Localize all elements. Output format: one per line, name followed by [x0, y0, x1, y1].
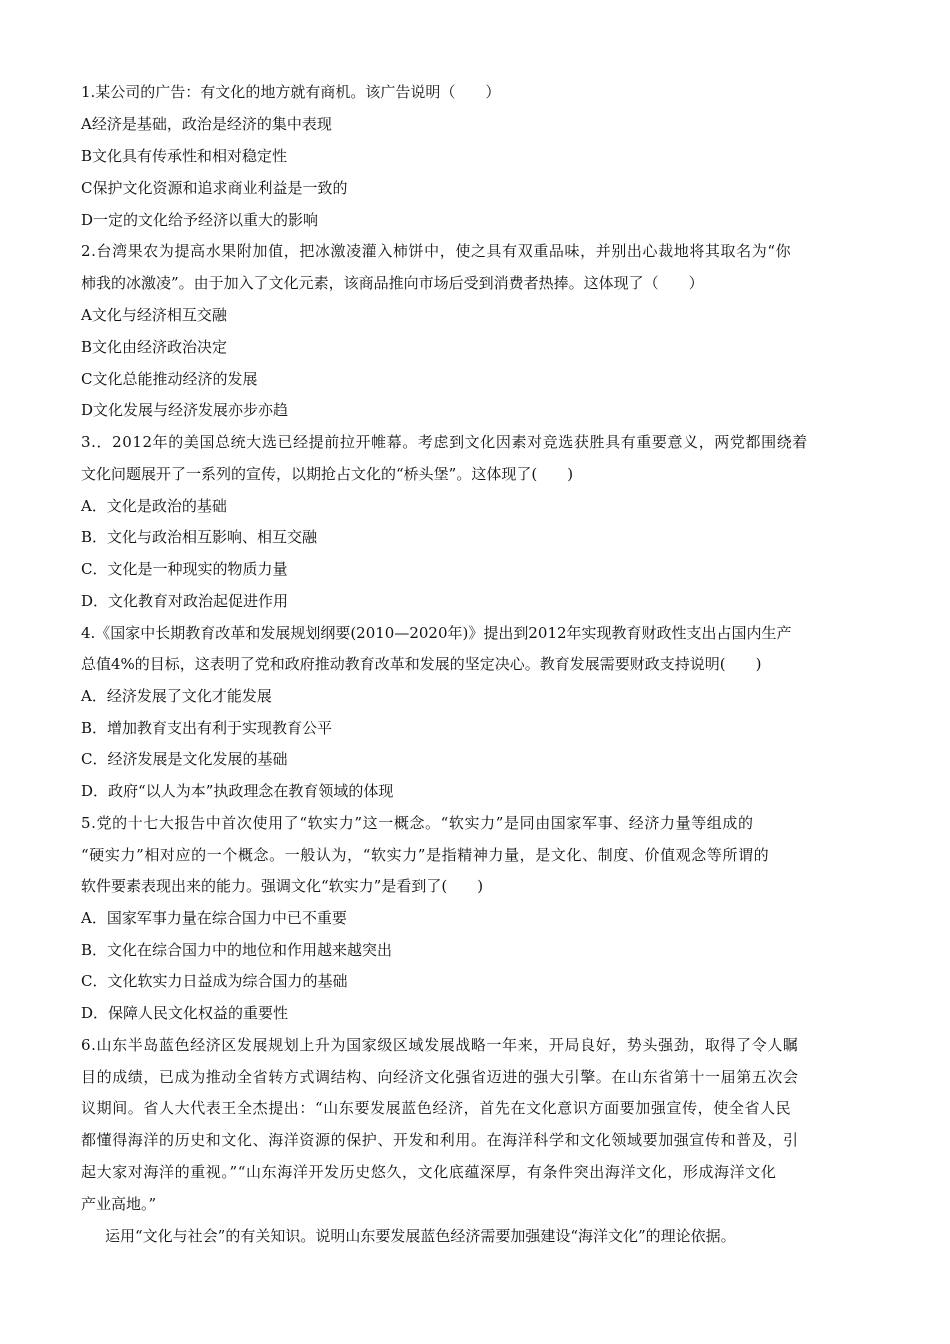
question-6-stem-line-6: 产业高地。” [81, 1195, 157, 1213]
question-4-option-a: A．经济发展了文化才能发展 [81, 687, 272, 705]
question-6-stem-line-5: 起大家对海洋的重视。”“山东海洋开发历史悠久，文化底蕴深厚，有条件突出海洋文化，形成海洋文化 [81, 1163, 777, 1181]
question-2-stem-line-1: 2.台湾果农为提高水果附加值，把冰激凌灌入柿饼中，使之具有双重品味，并别出心裁地将其取名为“你 [81, 242, 792, 260]
question-2-option-c: C文化总能推动经济的发展 [81, 370, 258, 388]
question-3-stem-line-1: 3.．2012年的美国总统大选已经提前拉开帷幕。考虑到文化因素对竞选获胜具有重要意义，两党都围绕着 [81, 433, 808, 451]
question-1-stem: 1.某公司的广告：有文化的地方就有商机。该广告说明（ ） [81, 83, 501, 101]
question-4-option-c: C．经济发展是文化发展的基础 [81, 750, 288, 768]
question-5-option-a: A．国家军事力量在综合国力中已不重要 [81, 909, 347, 927]
question-3-option-c: C．文化是一种现实的物质力量 [81, 560, 288, 578]
question-5-stem-line-2: “硬实力”相对应的一个概念。一般认为，“软实力”是指精神力量，是文化、制度、价值观念等所谓的 [81, 846, 770, 864]
question-6-prompt: 运用“文化与社会”的有关知识。说明山东要发展蓝色经济需要加强建设“海洋文化”的理论依据。 [105, 1227, 736, 1245]
question-2-option-a: A文化与经济相互交融 [81, 306, 227, 324]
question-1-option-b: B文化具有传承性和相对稳定性 [81, 147, 288, 165]
question-5-option-b: B．文化在综合国力中的地位和作用越来越突出 [81, 941, 393, 959]
question-4-option-d: D．政府“以人为本”执政理念在教育领域的体现 [81, 782, 394, 800]
question-5-stem-line-3: 软件要素表现出来的能力。强调文化“软实力”是看到了( ) [81, 877, 484, 895]
question-3-option-b: B．文化与政治相互影响、相互交融 [81, 528, 318, 546]
question-5-option-c: C．文化软实力日益成为综合国力的基础 [81, 972, 348, 990]
question-5-option-d: D．保障人民文化权益的重要性 [81, 1004, 289, 1022]
question-5-stem-line-1: 5.党的十七大报告中首次使用了“软实力”这一概念。“软实力”是同由国家军事、经济力量等组成的 [81, 814, 754, 832]
question-1-option-c: C保护文化资源和追求商业利益是一致的 [81, 179, 348, 197]
question-3-option-a: A．文化是政治的基础 [81, 497, 227, 515]
question-2-option-b: B文化由经济政治决定 [81, 338, 228, 356]
question-3-stem-line-2: 文化问题展开了一系列的宣传，以期抢占文化的“桥头堡”。这体现了( ) [81, 465, 574, 483]
question-2-stem-line-2: 柿我的冰激凌”。由于加入了文化元素，该商品推向市场后受到消费者热捧。这体现了（ ） [81, 274, 704, 292]
question-1-option-a: A经济是基础，政治是经济的集中表现 [81, 115, 332, 133]
question-2-option-d: D文化发展与经济发展亦步亦趋 [81, 401, 289, 419]
question-4-stem-line-1: 4.《国家中长期教育改革和发展规划纲要(2010—2020年)》提出到2012年实现教育财政性支出占国内生产 [81, 624, 792, 642]
question-4-option-b: B．增加教育支出有利于实现教育公平 [81, 719, 333, 737]
question-6-stem-line-4: 都懂得海洋的历史和文化、海洋资源的保护、开发和利用。在海洋科学和文化领域要加强宣传和普及，引 [81, 1131, 799, 1149]
question-6-stem-line-1: 6.山东半岛蓝色经济区发展规划上升为国家级区域发展战略一年来，开局良好，势头强劲，取得了令人瞩 [81, 1036, 799, 1054]
question-4-stem-line-2: 总值4%的目标，这表明了党和政府推动教育改革和发展的坚定决心。教育发展需要财政支持说明( ) [81, 655, 762, 673]
question-1-option-d: D一定的文化给予经济以重大的影响 [81, 211, 319, 229]
question-6-stem-line-3: 议期间。省人大代表王全杰提出：“山东要发展蓝色经济，首先在文化意识方面要加强宣传，使全省人民 [81, 1099, 792, 1117]
question-6-stem-line-2: 目的成绩，已成为推动全省转方式调结构、向经济文化强省迈进的强大引擎。在山东省第十一届第五次会 [81, 1068, 799, 1086]
question-3-option-d: D．文化教育对政治起促进作用 [81, 592, 289, 610]
